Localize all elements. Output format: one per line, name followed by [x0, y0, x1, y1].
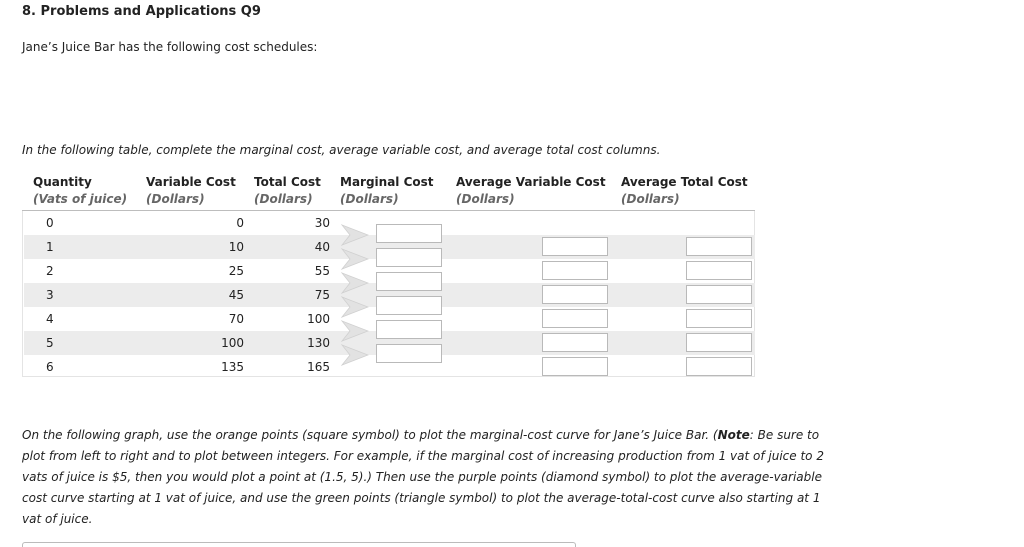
marginal-cost-input-5[interactable]: [376, 320, 442, 339]
quantity-cell: 6: [46, 360, 54, 374]
atc-input-3[interactable]: [686, 285, 752, 304]
atc-input-5[interactable]: [686, 333, 752, 352]
quantity-cell: 4: [46, 312, 54, 326]
marginal-cost-input-4[interactable]: [376, 296, 442, 315]
variable-cost-cell: 70: [228, 312, 244, 326]
variable-cost-cell: 45: [228, 288, 244, 302]
atc-input-6[interactable]: [686, 357, 752, 376]
chevron-right-icon: [341, 296, 369, 318]
quantity-cell: 5: [46, 336, 54, 350]
chevron-right-icon: [341, 344, 369, 366]
col-header-marginal-cost: Marginal Cost (Dollars): [340, 175, 434, 206]
atc-input-4[interactable]: [686, 309, 752, 328]
total-cost-cell: 130: [307, 336, 330, 350]
table-body: [22, 211, 755, 377]
problem-title: 8. Problems and Applications Q9: [22, 4, 261, 19]
variable-cost-cell: 0: [236, 216, 244, 230]
note-label: Note: [717, 428, 750, 442]
marginal-cost-input-3[interactable]: [376, 272, 442, 291]
graph-instruction: On the following graph, use the orange points (square symbol) to plot the marginal-cost curve for Jane’s Juice Bar. (Note: Be sure to plot from left to right and to plot between integers. For example, if the marginal cost of increasing production from 1 vat of juice to 2 vats of juice is $5, then you would plot a point at (1.5, 5).) Then use the purple points (diamond symbol) to plot the average-variable cost curve starting at 1 vat of juice, and use the green points (triangle symbol) to plot the average-total-cost curve also starting at 1 vat of juice.: [22, 428, 824, 526]
variable-cost-cell: 10: [228, 240, 244, 254]
cost-table: [22, 172, 755, 377]
marginal-cost-input-2[interactable]: [376, 248, 442, 267]
total-cost-cell: 100: [307, 312, 330, 326]
variable-cost-cell: 100: [221, 336, 244, 350]
total-cost-cell: 55: [314, 264, 330, 278]
graph-panel-edge: [22, 542, 576, 547]
total-cost-cell: 30: [314, 216, 330, 230]
atc-input-1[interactable]: [686, 237, 752, 256]
quantity-cell: 3: [46, 288, 54, 302]
variable-cost-cell: 25: [228, 264, 244, 278]
quantity-cell: 0: [46, 216, 54, 230]
variable-cost-cell: 135: [221, 360, 244, 374]
table-instruction: In the following table, complete the marginal cost, average variable cost, and average total cost columns.: [22, 143, 661, 157]
col-header-variable-cost: Variable Cost (Dollars): [146, 175, 236, 206]
avc-input-5[interactable]: [542, 333, 608, 352]
avc-input-1[interactable]: [542, 237, 608, 256]
atc-input-2[interactable]: [686, 261, 752, 280]
total-cost-cell: 165: [307, 360, 330, 374]
total-cost-cell: 40: [314, 240, 330, 254]
avc-input-6[interactable]: [542, 357, 608, 376]
avc-input-3[interactable]: [542, 285, 608, 304]
col-header-average-total-cost: Average Total Cost (Dollars): [621, 175, 748, 206]
marginal-cost-input-6[interactable]: [376, 344, 442, 363]
chevron-right-icon: [341, 272, 369, 294]
marginal-cost-input-1[interactable]: [376, 224, 442, 243]
chevron-right-icon: [341, 224, 369, 246]
avc-input-4[interactable]: [542, 309, 608, 328]
quantity-cell: 1: [46, 240, 54, 254]
intro-text: Jane’s Juice Bar has the following cost schedules:: [22, 40, 318, 54]
col-header-quantity: Quantity (Vats of juice): [33, 175, 128, 206]
quantity-cell: 2: [46, 264, 54, 278]
total-cost-cell: 75: [314, 288, 330, 302]
chevron-right-icon: [341, 320, 369, 342]
avc-input-2[interactable]: [542, 261, 608, 280]
col-header-total-cost: Total Cost (Dollars): [254, 175, 321, 206]
col-header-average-variable-cost: Average Variable Cost (Dollars): [456, 175, 606, 206]
chevron-right-icon: [341, 248, 369, 270]
